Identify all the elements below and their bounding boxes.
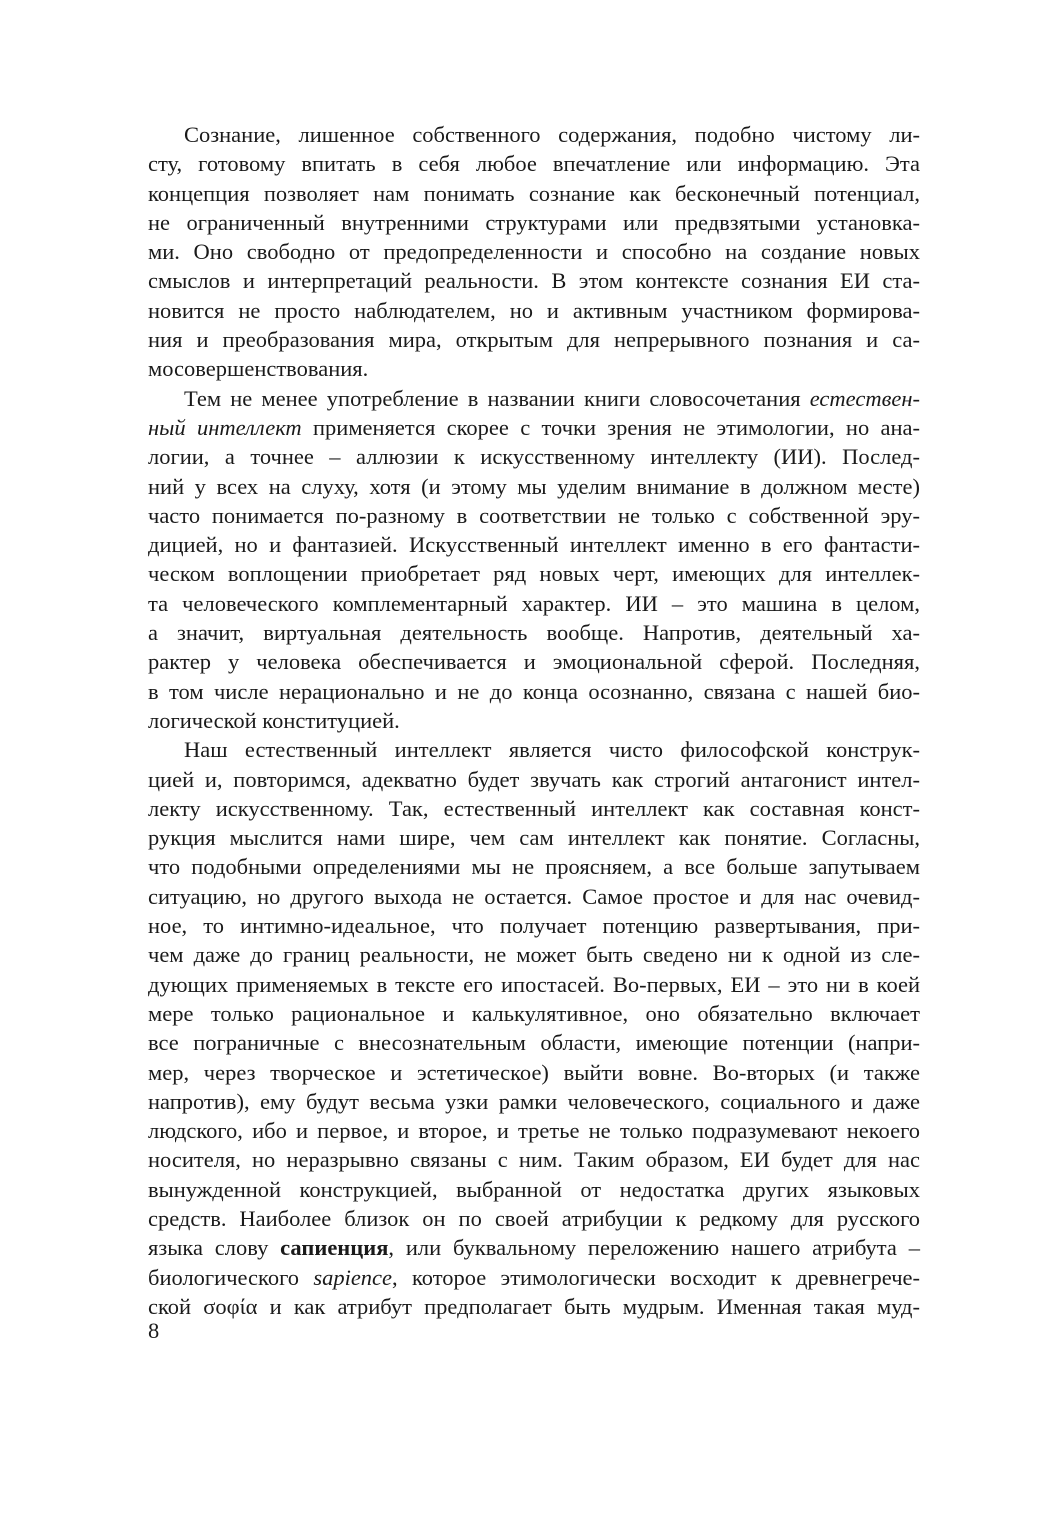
text-run: , которое этимологически восходит к древнегрече- — [392, 1264, 921, 1290]
text-line — [148, 413, 920, 442]
text-line: смыслов и интерпретаций реальности. В этом контексте сознания ЕИ ста- — [148, 268, 920, 294]
text-line: логии, а точнее – аллюзии к искусственному интеллекту (ИИ). Послед- — [148, 444, 920, 470]
text-line: лекту искусственному. Так, естественный интеллект как составная конст- — [148, 795, 920, 821]
text-line: Сознание, лишенное собственного содержания, подобно чистому ли- — [184, 122, 920, 147]
text-line: мосовершенствования. — [148, 356, 369, 382]
text-line: носителя, но неразрывно связаны с ним. Таким образом, ЕИ будет для нас — [148, 1147, 920, 1173]
text-run: Тем не менее употребление в названии книги словосочетания — [184, 385, 810, 411]
text-line: ской σοφία и как атрибут предполагает быть мудрым. Именная такая муд- — [148, 1293, 920, 1319]
text-line: цией и, повторимся, адекватно будет звучать как строгий антагонист интел- — [148, 766, 920, 792]
text-run: применяется скорее с точки зрения не этимологии, но ана- — [301, 414, 920, 440]
text-line: ситуацию, но другого выхода не остается. Самое простое и для нас очевид- — [148, 883, 920, 909]
text-line: вынужденной конструкцией, выбранной от недостатка других языковых — [148, 1176, 920, 1202]
bold-term: сапиенция — [280, 1235, 389, 1261]
text-line: ми. Оно свободно от предопределенности и способно на создание новых — [148, 239, 920, 265]
text-line — [148, 1263, 920, 1292]
text-line: ное, то интимно-идеальное, что получает потенцию развертывания, при- — [148, 913, 920, 939]
text-line: новится не просто наблюдателем, но и активным участником формирова- — [148, 297, 920, 323]
text-line: мер, через творческое и эстетическое) выйти вовне. Во-вторых (и также — [148, 1059, 920, 1085]
text-line: мере только рациональное и калькулятивное, оно обязательно включает — [148, 1000, 920, 1026]
text-line: в том числе нерационально и не до конца осознанно, связана с нашей био- — [148, 678, 920, 704]
italic-term: естествен- — [809, 385, 920, 411]
text-line: Наш естественный интеллект является чисто философской конструк- — [184, 737, 920, 763]
text-line — [148, 384, 920, 413]
text-line — [148, 1233, 920, 1262]
paragraph — [148, 384, 920, 736]
text-line: дицией, но и фантазией. Искусственный интеллект именно в его фантасти- — [148, 532, 920, 558]
text-run: языка слову — [148, 1235, 281, 1261]
paragraph — [148, 120, 920, 384]
body-text — [148, 120, 920, 1321]
text-line: сту, готовому впитать в себя любое впечатление или информацию. Эта — [148, 151, 920, 177]
text-line: логической конституцией. — [148, 707, 400, 733]
text-line: ния и преобразования мира, открытым для непрерывного познания и са- — [148, 327, 920, 353]
text-line: все пограничные с внесознательным области, имеющие потенции (напри- — [148, 1030, 920, 1056]
text-line: чем даже до границ реальности, не может быть сведено ни к одной из сле- — [148, 942, 920, 968]
text-line: дующих применяемых в тексте его ипостасей. Во-первых, ЕИ – это ни в коей — [148, 971, 920, 997]
text-line: людского, ибо и первое, и второе, и третье не только подразумевают некоего — [148, 1118, 920, 1144]
text-line: часто понимается по-разному в соответствии не только с собственной эру- — [148, 502, 920, 528]
text-line: ний у всех на слуху, хотя (и этому мы уделим внимание в должном месте) — [148, 473, 920, 499]
text-line: концепция позволяет нам понимать сознание как бесконечный потенциал, — [148, 180, 920, 206]
text-run: , или буквальному переложению нашего атрибута – — [388, 1235, 920, 1261]
text-line: напротив), ему будут весьма узки рамки человеческого, социального и даже — [148, 1088, 920, 1114]
text-line: а значит, виртуальная деятельность вообще. Напротив, деятельный ха- — [148, 620, 920, 646]
text-run: биологического — [148, 1264, 314, 1290]
text-line: рактер у человека обеспечивается и эмоциональной сферой. Последняя, — [148, 649, 920, 675]
text-line: та человеческого комплементарный характер. ИИ – это машина в целом, — [148, 590, 920, 616]
text-line: что подобными определениями мы не проясняем, а все больше запутываем — [148, 854, 920, 880]
text-line: ческом воплощении приобретает ряд новых черт, имеющих для интеллек- — [148, 561, 920, 587]
text-line: средств. Наиболее близок он по своей атрибуции к редкому для русского — [148, 1205, 920, 1231]
paragraph — [148, 735, 920, 1321]
italic-term: sapience — [313, 1264, 393, 1290]
page-number: 8 — [148, 1318, 160, 1343]
italic-term: ный интеллект — [148, 414, 302, 440]
text-line: рукция мыслится нами шире, чем сам интеллект как понятие. Согласны, — [148, 825, 920, 851]
text-line: не ограниченный внутренними структурами или предвзятыми установка- — [148, 209, 920, 235]
